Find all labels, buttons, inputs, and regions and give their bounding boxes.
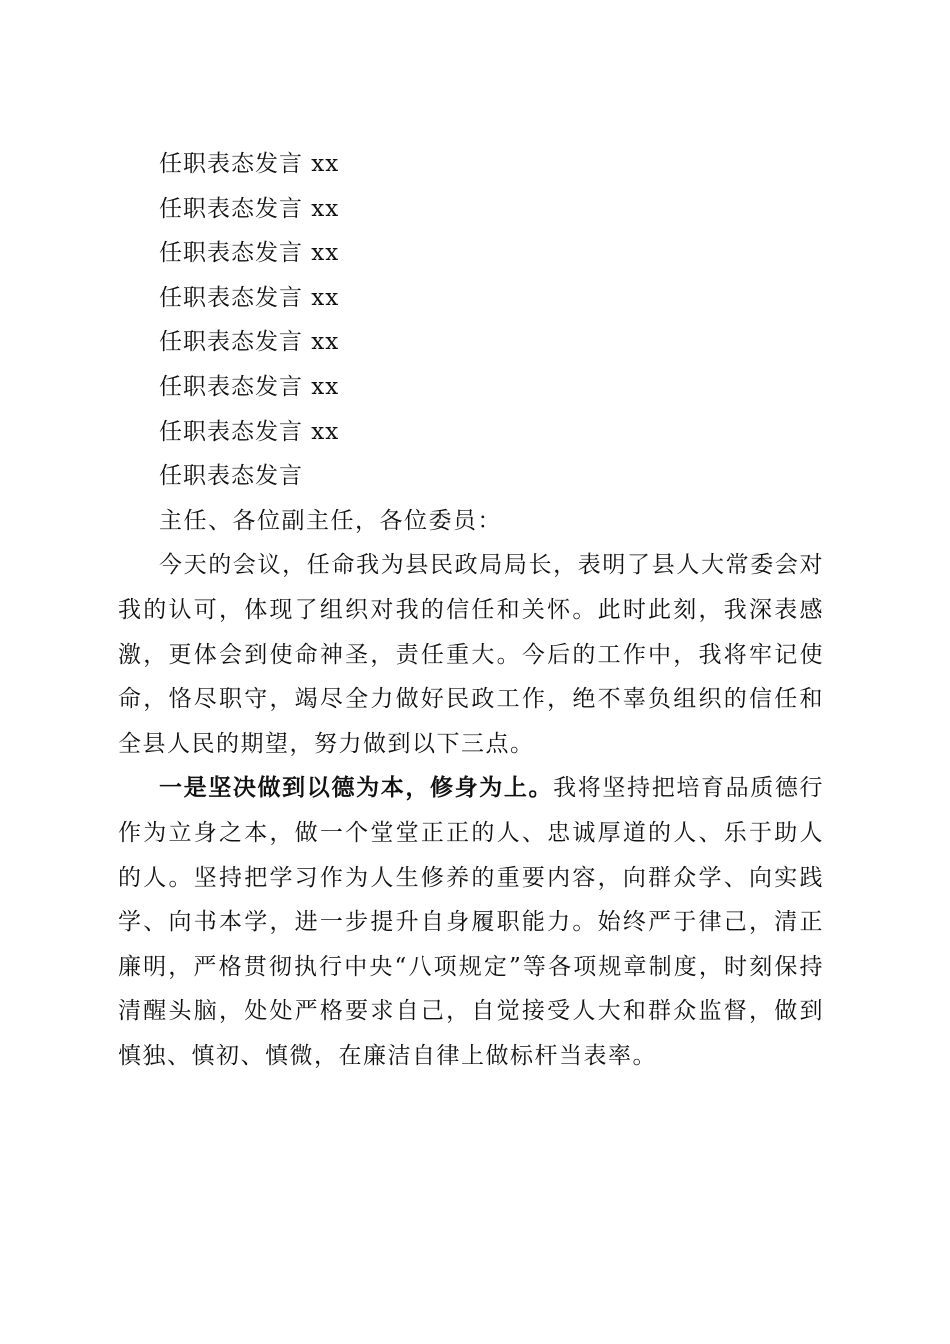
toc-line-4: 任职表态发言 xx [159, 284, 340, 311]
document-body [118, 142, 824, 1078]
toc-line-2: 任职表态发言 xx [159, 195, 340, 222]
paragraph-intro: 今天的会议，任命我为县民政局局长，表明了县人大常委会对我的认可，体现了组织对我的信任和关怀。此时此刻，我深表感激，更体会到使命神圣，责任重大。今后的工作中，我将牢记使命，恪尽职守，竭尽全力做好民政工作，绝不辜负组织的信任和全县人民的期望，努力做到以下三点。 [118, 552, 824, 757]
salutation: 主任、各位副主任，各位委员： [159, 507, 502, 534]
toc-line-1: 任职表态发言 xx [159, 151, 340, 177]
paragraph-point-one-body: 我将坚持把培育品质德行作为立身之本，做一个堂堂正正的人、忠诚厚道的人、乐于助人的人。坚持把学习作为人生修养的重要内容，向群众学、向实践学、向书本学，进一步提升自身履职能力。始终严于律己，清正廉明，严格贯彻执行中央“八项规定”等各项规章制度，时刻保持清醒头脑，处处严格要求自己，自觉接受人大和群众监督，做到慎独、慎初、慎微，在廉洁自律上做标杆当表率。 [118, 775, 825, 1069]
document-title: 任职表态发言 [159, 463, 303, 490]
toc-line-6: 任职表态发言 xx [159, 373, 340, 400]
paragraph-point-one [118, 766, 824, 1078]
toc-line-3: 任职表态发言 xx [159, 240, 340, 267]
paragraph-point-one-lead: 一是坚决做到以德为本，修身为上。 [159, 774, 554, 802]
toc-line-5: 任职表态发言 xx [159, 329, 340, 356]
toc-line-7: 任职表态发言 xx [159, 418, 340, 445]
